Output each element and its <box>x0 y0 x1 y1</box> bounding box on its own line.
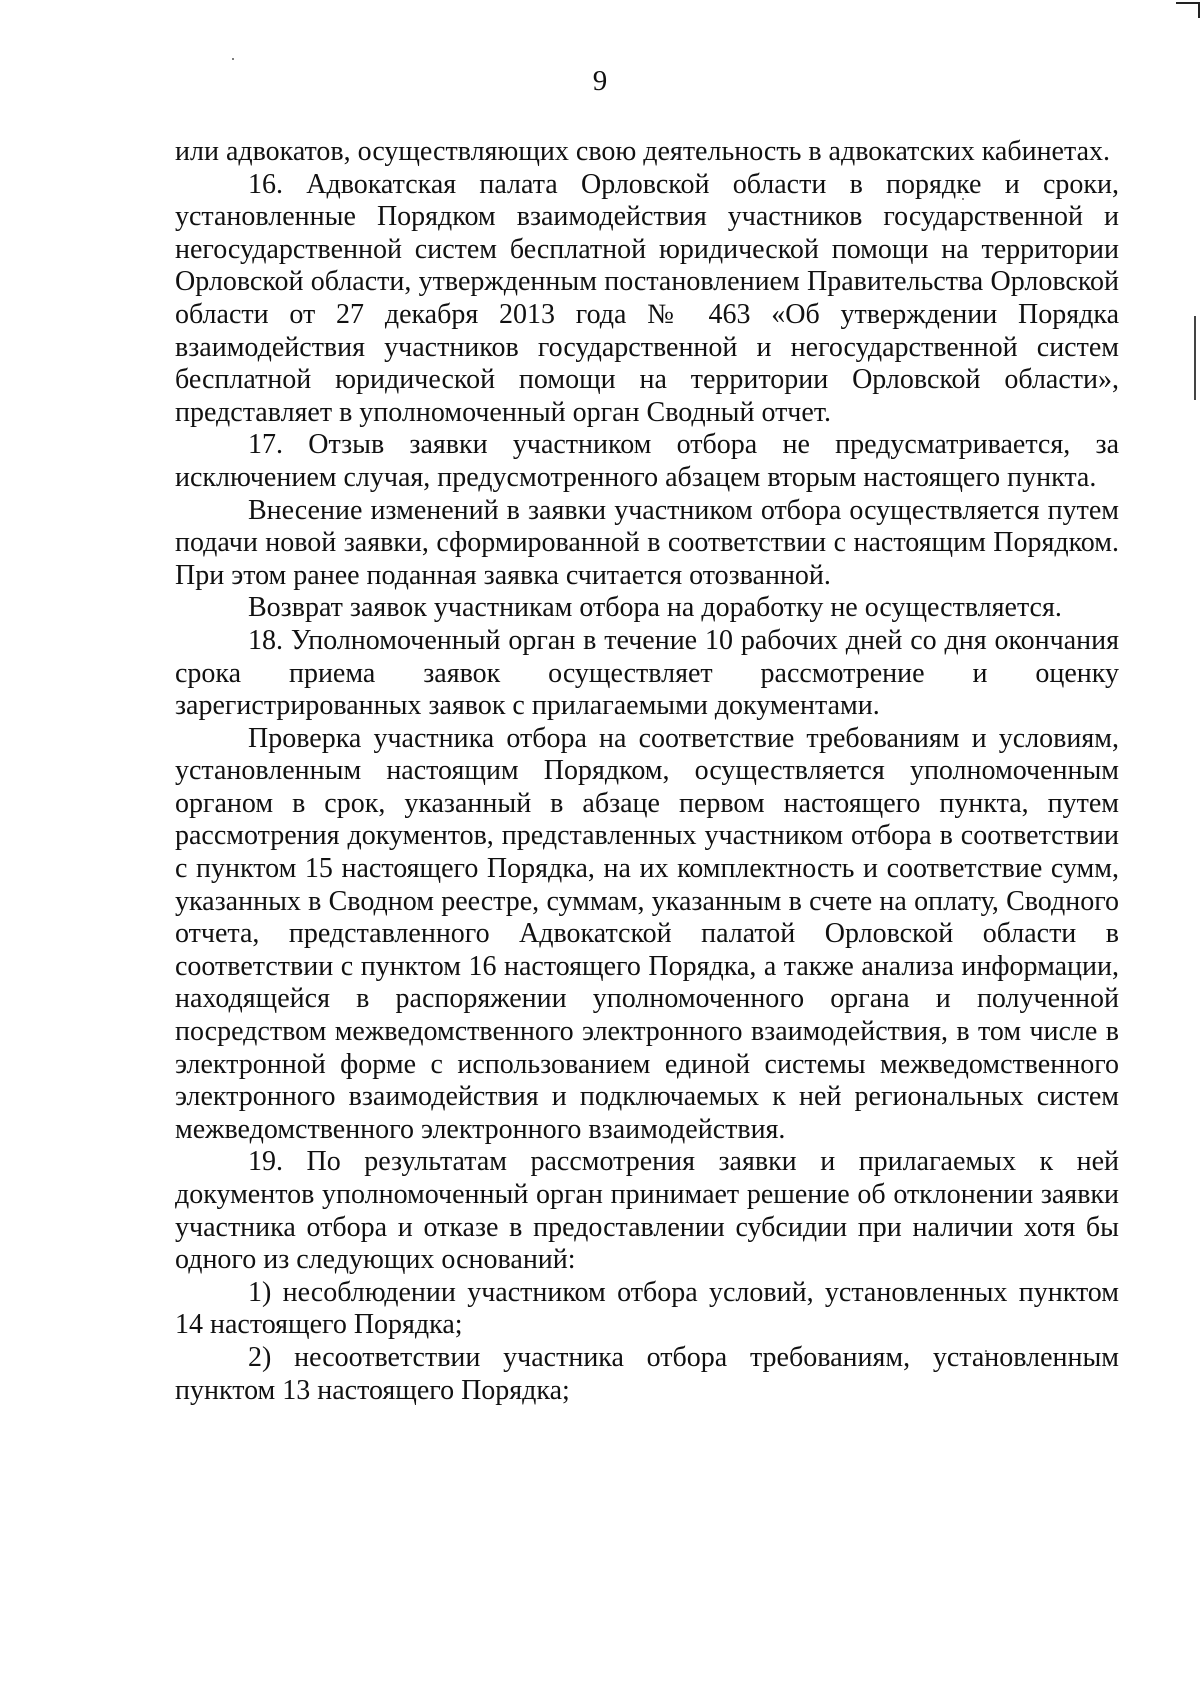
paragraph-item-19: 19. По результатам рассмотрения заявки и прилагаемых к ней документов уполномоченный орган принимает решение об отклонении заявки участника отбора и отказе в предоставлении субсидии при наличии хотя бы одного из следующих оснований: <box>175 1146 1119 1276</box>
document-body <box>175 136 1119 1407</box>
paragraph-item-16: 16. Адвокатская палата Орловской области в порядке и сроки, установленные Порядком взаимодействия участников государственной и негосударственной систем бесплатной юридической помощи на территории Орловской области, утвержденным постановлением Правительства Орловской области от 27 декабря 2013 года № 463 «Об утверждении Порядка взаимодействия участников государственной и негосударственной систем бесплатной юридической помощи на территории Орловской области», представляет в уполномоченный орган Сводный отчет. <box>175 168 1119 428</box>
paragraph-subitem-2: 2) несоответствии участника отбора требованиям, установленным пунктом 13 настоящего Порядка; <box>175 1341 1119 1406</box>
paragraph-subitem-1: 1) несоблюдении участником отбора условий, установленных пунктом 14 настоящего Порядка; <box>175 1276 1119 1341</box>
paragraph-item-17-return: Возврат заявок участникам отбора на доработку не осуществляется. <box>248 592 1062 624</box>
paragraph-continuation: или адвокатов, осуществляющих свою деятельность в адвокатских кабинетах. <box>175 136 1110 167</box>
paragraph-item-18: 18. Уполномоченный орган в течение 10 рабочих дней со дня окончания срока приема заявок осуществляет рассмотрение и оценку зарегистрированных заявок с прилагаемыми документами. <box>175 624 1119 722</box>
scan-speck <box>232 58 234 60</box>
page-number: 9 <box>592 65 608 97</box>
scan-edge-mark <box>1194 316 1196 400</box>
scan-corner-mark <box>1176 2 1200 18</box>
paragraph-item-18-verification: Проверка участника отбора на соответствие требованиям и условиям, установленным настоящим Порядком, осуществляется уполномоченным органом в срок, указанный в абзаце первом настоящего пункта, путем рассмотрения документов, представленных участником отбора в соответствии с пунктом 15 настоящего Порядка, на их комплектность и соответствие сумм, указанных в Сводном реестре, суммам, указанным в счете на оплату, Сводного отчета, представленного Адвокатской палатой Орловской области в соответствии с пунктом 16 настоящего Порядка, а также анализа информации, находящейся в распоряжении уполномоченного органа и полученной посредством межведомственного электронного взаимодействия, в том числе в электронной форме с использованием единой системы межведомственного электронного взаимодействия и подключаемых к ней региональных систем межведомственного электронного взаимодействия. <box>175 722 1119 1145</box>
paragraph-item-17: 17. Отзыв заявки участником отбора не предусматривается, за исключением случая, предусмотренного абзацем вторым настоящего пункта. <box>175 429 1119 493</box>
paragraph-item-17-changes: Внесение изменений в заявки участником отбора осуществляется путем подачи новой заявки, сформированной в соответствии с настоящим Порядком. При этом ранее поданная заявка считается отозванной. <box>175 494 1119 591</box>
